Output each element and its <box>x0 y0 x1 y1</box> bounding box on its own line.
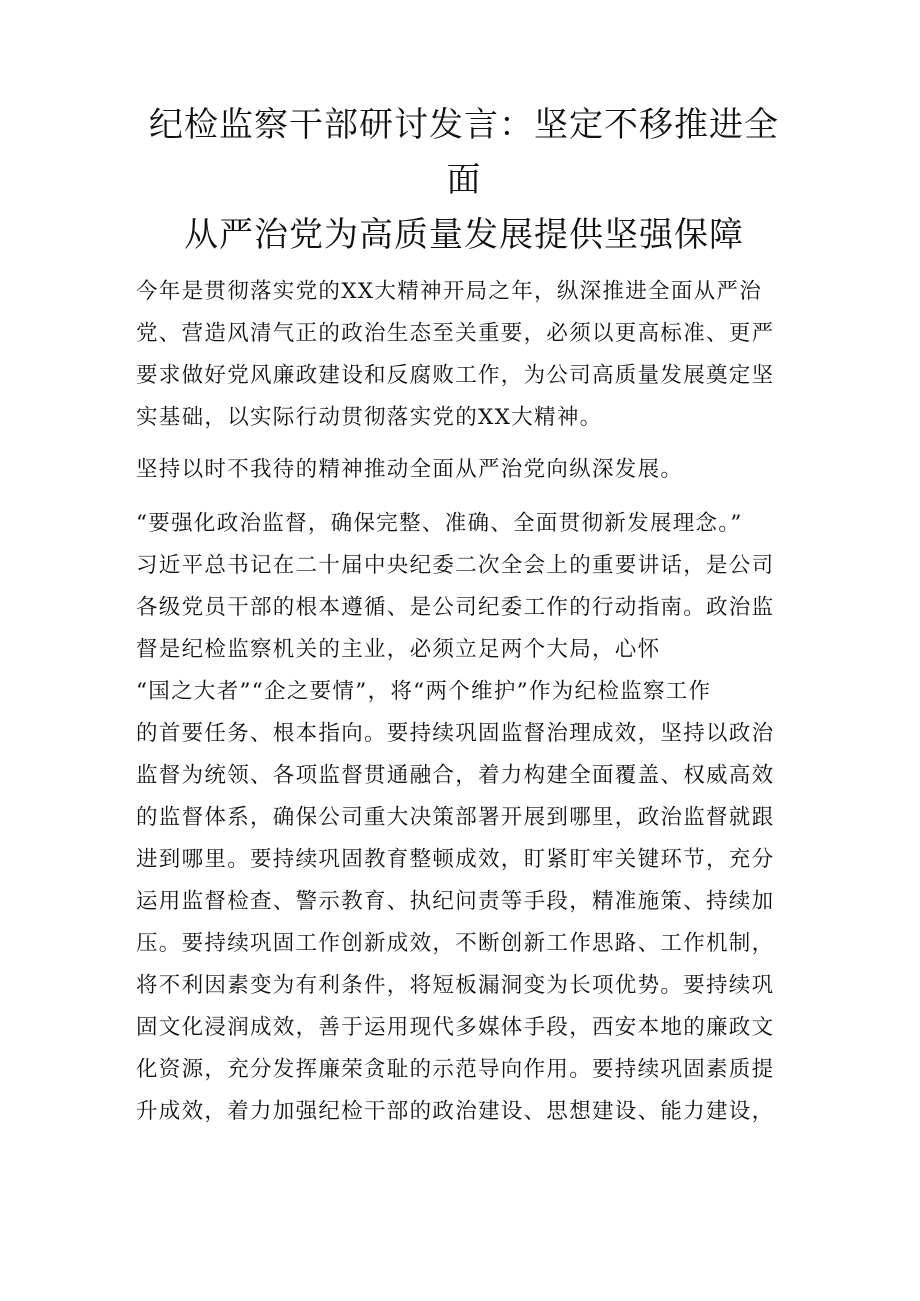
paragraph-line: “要强化政治监督，确保完整、准确、全面贯彻新发展理念。” <box>136 511 743 536</box>
paragraph-line: 固文化浸润成效，善于运用现代多媒体手段，西安本地的廉政文 <box>136 1015 775 1040</box>
title-line: 纪检监察干部研讨发言：坚定不移推进全面 <box>149 105 779 200</box>
paragraph-line: 党、营造风清气正的政治生态至关重要，必须以更高标准、更严 <box>136 321 775 346</box>
paragraph-heading <box>136 449 792 491</box>
paragraph-line: 运用监督检查、警示教育、执纪问责等手段，精准施策、持续加 <box>136 889 775 914</box>
paragraph-line: 监督为统领、各项监督贯通融合，着力构建全面覆盖、权威高效 <box>136 763 775 788</box>
paragraph-line: 的监督体系，确保公司重大决策部署开展到哪里，政治监督就跟 <box>136 805 775 830</box>
paragraph-line: 化资源，充分发挥廉荣贪耻的示范导向作用。要持续巩固素质提 <box>136 1057 775 1082</box>
paragraph-line: 督是纪检监察机关的主业，必须立足两个大局，心怀 <box>136 637 661 662</box>
paragraph-body <box>136 503 792 1133</box>
paragraph-line: 各级党员干部的根本遵循、是公司纪委工作的行动指南。政治监 <box>136 595 775 620</box>
paragraph-line: 升成效，着力加强纪检干部的政治建设、思想建设、能力建设， <box>136 1099 775 1124</box>
paragraph-line: 坚持以时不我待的精神推动全面从严治党向纵深发展。 <box>136 457 684 482</box>
paragraph-line: 实基础，以实际行动贯彻落实党的XX大精神。 <box>136 405 603 430</box>
paragraph-line: 习近平总书记在二十届中央纪委二次全会上的重要讲话，是公司 <box>136 553 775 578</box>
paragraph-line: “国之大者”“企之要情”，将“两个维护”作为纪检监察工作 <box>136 679 712 704</box>
paragraph-line: 将不利因素变为有利条件，将短板漏洞变为长项优势。要持续巩 <box>136 973 775 998</box>
document-title <box>136 98 792 263</box>
paragraph-line: 要求做好党风廉政建设和反腐败工作，为公司高质量发展奠定坚 <box>136 363 775 388</box>
paragraph-line: 今年是贯彻落实党的XX大精神开局之年，纵深推进全面从严治 <box>136 279 763 304</box>
paragraph-line: 压。要持续巩固工作创新成效，不断创新工作思路、工作机制， <box>136 931 775 956</box>
paragraph-intro <box>136 271 792 439</box>
title-line: 从严治党为高质量发展提供坚强保障 <box>184 215 744 255</box>
paragraph-line: 进到哪里。要持续巩固教育整顿成效，盯紧盯牢关键环节，充分 <box>136 847 775 872</box>
paragraph-line: 的首要任务、根本指向。要持续巩固监督治理成效，坚持以政治 <box>136 721 775 746</box>
